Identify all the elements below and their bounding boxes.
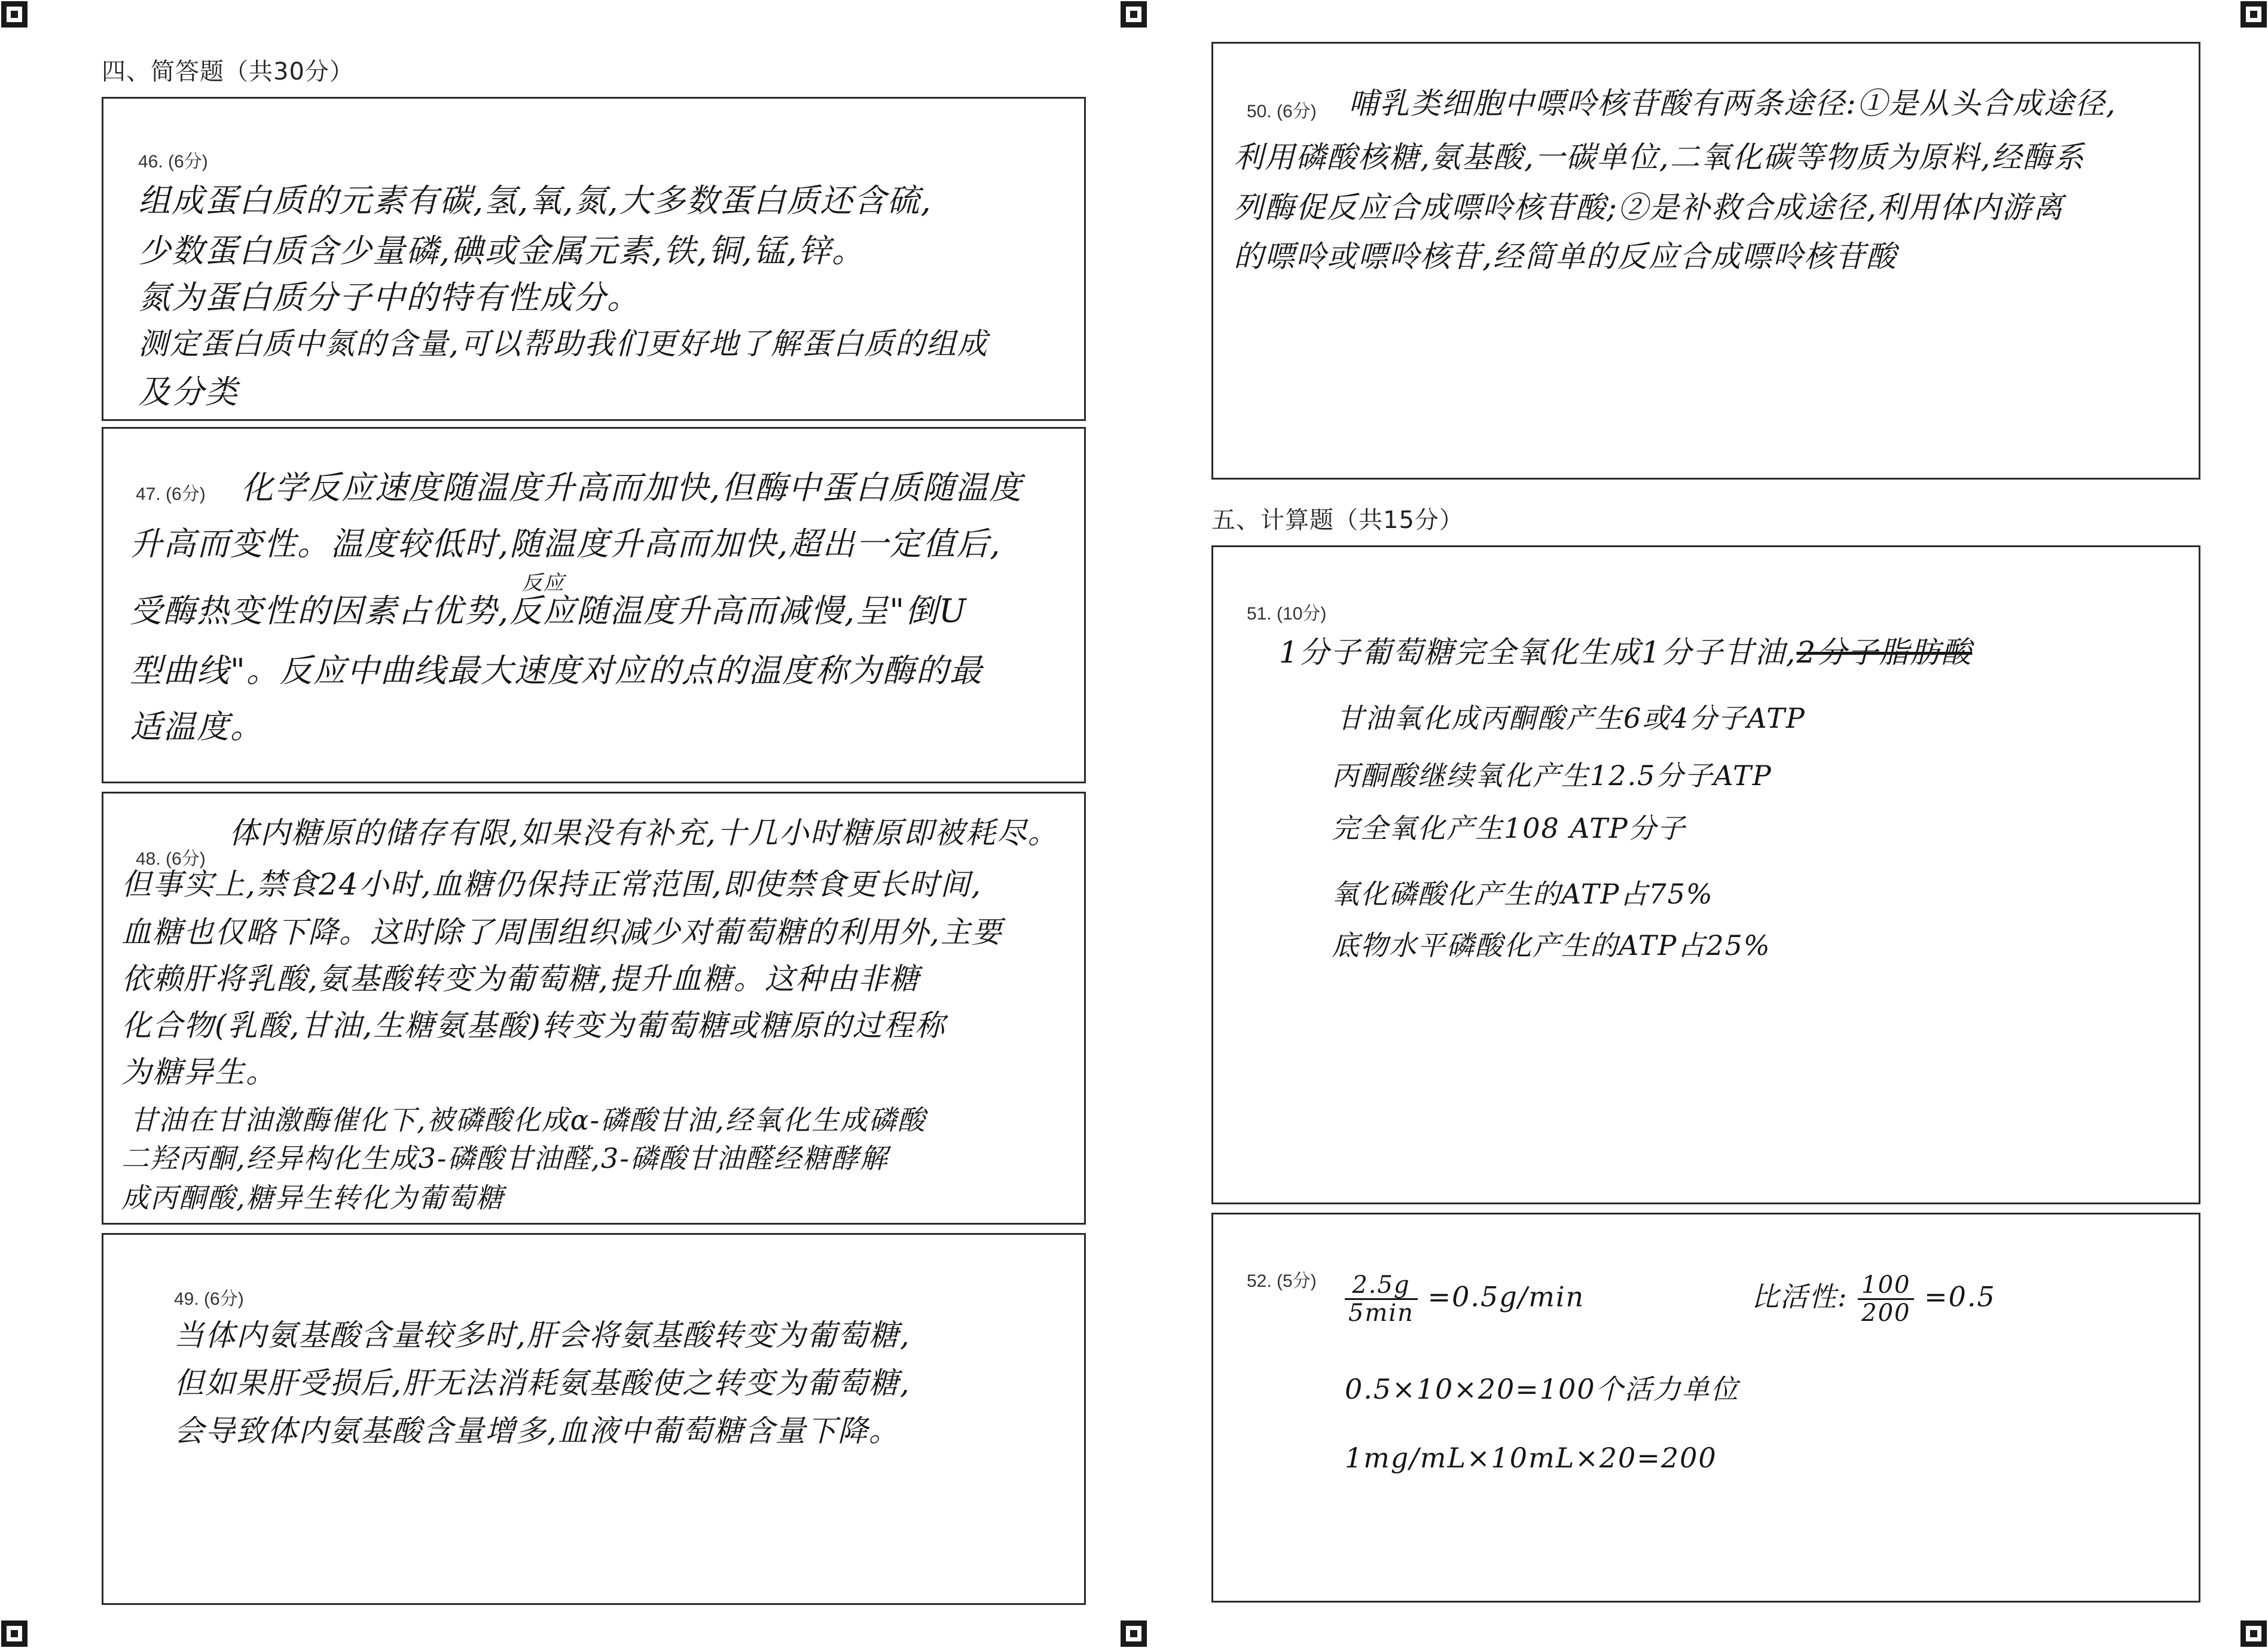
corner-marker-top-right [2240, 1, 2267, 28]
question-label-48: 48. (6分) [136, 849, 206, 869]
answer-line-47-5: 适温度。 [130, 708, 264, 746]
corner-marker-bottom-left [1, 1620, 28, 1647]
corner-marker-bottom-right [2240, 1620, 2267, 1647]
answer-box-46 [102, 97, 1086, 421]
corner-marker-top-center [1121, 1, 1147, 28]
fraction-result: =0.5g/min [1427, 1280, 1585, 1313]
answer-line-49-1: 当体内氨基酸含量较多时,肝会将氨基酸转变为葡萄糖, [174, 1318, 911, 1353]
answer-line-52-3: 1mg/mL×10mL×20=200 [1345, 1442, 1717, 1474]
answer-line-48-8: 二羟丙酮,经异构化生成3-磷酸甘油醛,3-磷酸甘油醛经糖酵解 [121, 1142, 889, 1174]
section-title-calculation: 五、计算题（共15分） [1211, 506, 1464, 534]
answer-box-50 [1211, 42, 2200, 480]
question-label-46: 46. (6分) [138, 152, 208, 172]
answer-line-48-6: 为糖异生。 [121, 1055, 277, 1089]
answer-line-46-4: 测定蛋白质中氮的含量,可以帮助我们更好地了解蛋白质的组成 [138, 326, 988, 361]
answer-line-47-insert: 反应 [522, 571, 565, 595]
answer-line-50-1: 哺乳类细胞中嘌呤核苷酸有两条途径:①是从头合成途径, [1348, 86, 2117, 121]
answer-line-48-3: 血糖也仅略下降。这时除了周围组织减少对葡萄糖的利用外,主要 [121, 915, 1003, 950]
answer-line-48-5: 化合物(乳酸,甘油,生糖氨基酸)转变为葡萄糖或糖原的过程称 [121, 1008, 946, 1043]
answer-line-48-2: 但事实上,禁食24小时,血糖仍保持正常范围,即使禁食更长时间, [121, 867, 982, 902]
answer-line-52-2: 0.5×10×20=100个活力单位 [1345, 1373, 1739, 1405]
answer-line-51-1 [1279, 628, 1972, 672]
answer-line-48-7: 甘油在甘油激酶催化下,被磷酸化成α-磷酸甘油,经氧化生成磷酸 [130, 1104, 926, 1136]
answer-line-47-3: 受酶热变性的因素占优势,反应随温度升高而减慢,呈"倒U [130, 592, 967, 630]
answer-line-46-2: 少数蛋白质含少量磷,碘或金属元素,铁,铜,锰,锌。 [138, 232, 865, 270]
question-label-50: 50. (6分) [1247, 102, 1317, 121]
answer-line-50-4: 的嘌呤或嘌呤核苷,经简单的反应合成嘌呤核苷酸 [1234, 239, 1897, 274]
answer-line-48-1: 体内糖原的储存有限,如果没有补充,十几小时糖原即被耗尽。 [229, 816, 1059, 850]
fraction-numerator: 2.5g [1345, 1272, 1418, 1300]
corner-marker-top-left [1, 1, 28, 28]
question-label-49: 49. (6分) [174, 1289, 244, 1309]
specific-activity-line [1751, 1272, 1996, 1326]
answer-line-46-5: 及分类 [138, 373, 239, 411]
question-label-51: 51. (10分) [1247, 604, 1327, 624]
answer-box-52 [1211, 1213, 2200, 1603]
answer-line-51-4: 完全氧化产生108 ATP分子 [1332, 812, 1686, 844]
answer-line-51-1-struck: 2分子脂肪酸 [1796, 635, 1973, 670]
section-title-short-answer: 四、简答题（共30分） [102, 58, 354, 86]
ratio-result: =0.5 [1924, 1280, 1996, 1313]
ratio-denominator: 200 [1861, 1299, 1911, 1327]
answer-box-51 [1211, 545, 2200, 1204]
fraction-mass-per-time [1345, 1272, 1418, 1326]
answer-line-51-3: 丙酮酸继续氧化产生12.5分子ATP [1332, 759, 1772, 792]
answer-box-47 [102, 427, 1086, 783]
answer-line-47-2: 升高而变性。温度较低时,随温度升高而加快,超出一定值后, [130, 525, 1002, 563]
answer-line-51-6: 底物水平磷酸化产生的ATP占25% [1332, 929, 1771, 962]
answer-line-48-9: 成丙酮酸,糖异生转化为葡萄糖 [121, 1182, 505, 1214]
question-label-52: 52. (5分) [1247, 1271, 1317, 1291]
answer-line-46-3: 氮为蛋白质分子中的特有性成分。 [138, 279, 640, 316]
question-label-47: 47. (6分) [136, 484, 206, 504]
answer-line-50-3: 列酶促反应合成嘌呤核苷酸;②是补救合成途径,利用体内游离 [1234, 190, 2064, 225]
answer-line-47-1: 化学反应速度随温度升高而加快,但酶中蛋白质随温度 [241, 469, 1023, 506]
fraction-denominator: 5min [1348, 1299, 1414, 1327]
corner-marker-bottom-center [1121, 1620, 1147, 1647]
answer-line-47-4: 型曲线"。反应中曲线最大速度对应的点的温度称为酶的最 [130, 652, 983, 689]
fraction-ratio [1858, 1272, 1914, 1326]
answer-line-49-3: 会导致体内氨基酸含量增多,血液中葡萄糖含量下降。 [174, 1414, 900, 1448]
answer-line-51-1-text: 1分子葡萄糖完全氧化生成1分子甘油, [1279, 635, 1797, 670]
answer-line-51-5: 氧化磷酸化产生的ATP占75% [1332, 878, 1714, 910]
answer-line-46-1: 组成蛋白质的元素有碳,氢,氧,氮,大多数蛋白质还含硫, [138, 182, 932, 219]
ratio-numerator: 100 [1858, 1272, 1914, 1300]
answer-box-48 [102, 792, 1086, 1225]
answer-box-49 [102, 1233, 1086, 1605]
answer-line-48-4: 依赖肝将乳酸,氨基酸转变为葡萄糖,提升血糖。这种由非糖 [121, 962, 920, 996]
specific-activity-label: 比活性: [1751, 1280, 1848, 1313]
answer-line-50-2: 利用磷酸核糖,氨基酸,一碳单位,二氧化碳等物质为原料,经酶系 [1234, 140, 2085, 175]
answer-line-52-1 [1345, 1272, 1585, 1326]
answer-line-49-2: 但如果肝受损后,肝无法消耗氨基酸使之转变为葡萄糖, [174, 1366, 911, 1400]
answer-line-51-2: 甘油氧化成丙酮酸产生6或4分子ATP [1336, 702, 1806, 734]
